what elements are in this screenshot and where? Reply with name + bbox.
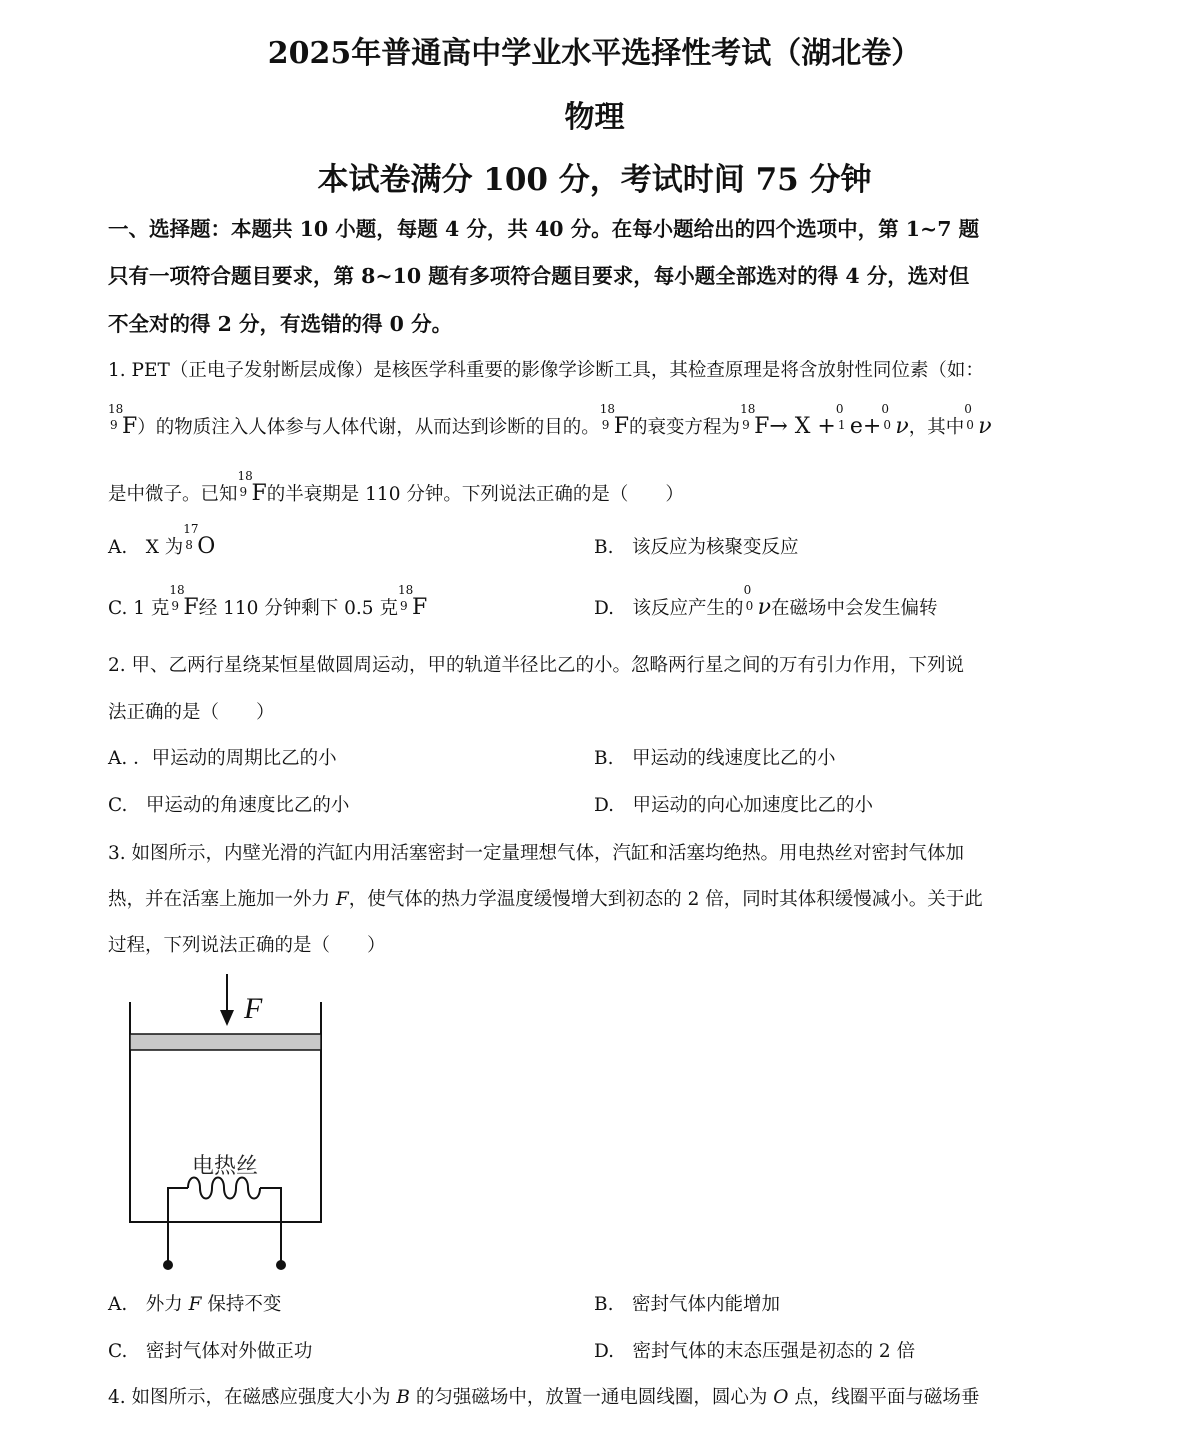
q3-option-c[interactable]: C. 密封气体对外做正功	[108, 1341, 313, 1362]
fluorine-symbol: F	[122, 414, 138, 439]
heater-lead-right	[260, 1188, 281, 1200]
q2-option-b[interactable]: B. 甲运动的线速度比乙的小	[594, 748, 836, 769]
nuclide-sup: 18 9	[108, 402, 124, 432]
terminal-left	[163, 1260, 173, 1270]
q3-option-b[interactable]: B. 密封气体内能增加	[594, 1294, 780, 1315]
q3-line-1: 3. 如图所示，内壁光滑的汽缸内用活塞密封一定量理想气体，汽缸和活塞均绝热。用电热丝对密封气体加	[108, 843, 965, 864]
q1-option-a[interactable]: A. X 为 17 8 O	[108, 522, 216, 559]
q3-line-2: 热，并在活塞上施加一外力 F，使气体的热力学温度缓慢增大到初态的 2 倍，同时其体积缓慢减小。关于此	[108, 889, 983, 910]
exam-title: 2025年普通高中学业水平选择性考试（湖北卷）	[267, 36, 922, 71]
q2-line-1: 2. 甲、乙两行星绕某恒星做圆周运动，甲的轨道半径比乙的小。忽略两行星之间的万有引力作用，下列说	[108, 655, 965, 676]
heating-coil	[188, 1178, 260, 1199]
q3-line-3: 过程，下列说法正确的是（ ）	[108, 935, 386, 956]
q3-option-d[interactable]: D. 密封气体的末态压强是初态的 2 倍	[594, 1341, 916, 1362]
q2-line-2: 法正确的是（ ）	[108, 702, 275, 723]
decay-equation-arrow: → X +	[769, 414, 836, 439]
heater-lead-left	[168, 1188, 188, 1200]
cylinder-figure	[110, 968, 340, 1278]
heater-label: 电热丝	[191, 1154, 259, 1179]
force-label: F	[244, 992, 263, 1025]
section-instruction-line-2: 只有一项符合题目要求，第 8~10 题有多项符合题目要求，每小题全部选对的得 4 分，选对但	[108, 264, 970, 288]
q2-option-a[interactable]: A. ．甲运动的周期比乙的小	[108, 748, 337, 769]
q1-line-1: 1. PET（正电子发射断层成像）是核医学科重要的影像学诊断工具，其检查原理是将含放射性同位素（如：	[108, 360, 984, 381]
q1-line-3: 是中微子。已知 18 9 F的半衰期是 110 分钟。下列说法正确的是（ ）	[108, 469, 684, 506]
q3-option-a[interactable]: A. 外力 F 保持不变	[108, 1294, 282, 1315]
terminal-right	[276, 1260, 286, 1270]
piston	[130, 1034, 321, 1050]
exam-info: 本试卷满分 100 分，考试时间 75 分钟	[317, 162, 872, 198]
q1-line-2: 18 9 F）的物质注入人体参与人体代谢，从而达到诊断的目的。 18 9 F的衰变方程为 18 9 F→ X + 0 1 e+ 0 0 ν，其中 0 0 ν	[108, 402, 992, 439]
q2-option-c[interactable]: C. 甲运动的角速度比乙的小	[108, 795, 350, 816]
q4-line-1: 4. 如图所示，在磁感应强度大小为 B 的匀强磁场中，放置一通电圆线圈，圆心为 O 点，线圈平面与磁场垂	[108, 1387, 980, 1408]
section-instruction-line-3: 不全对的得 2 分，有选错的得 0 分。	[108, 312, 453, 336]
q1-option-c[interactable]: C. 1 克 18 9 F经 110 分钟剩下 0.5 克 18 9 F	[108, 583, 428, 620]
force-arrow-head	[220, 1010, 234, 1026]
section-instruction-line-1: 一、选择题：本题共 10 小题，每题 4 分，共 40 分。在每小题给出的四个选项中，第 1~7 题	[108, 217, 980, 241]
q1-option-b[interactable]: B. 该反应为核聚变反应	[594, 537, 799, 558]
q1-option-d[interactable]: D. 该反应产生的 0 0 ν在磁场中会发生偏转	[594, 583, 938, 620]
q2-option-d[interactable]: D. 甲运动的向心加速度比乙的小	[594, 795, 874, 816]
subject-title: 物理	[564, 100, 625, 135]
